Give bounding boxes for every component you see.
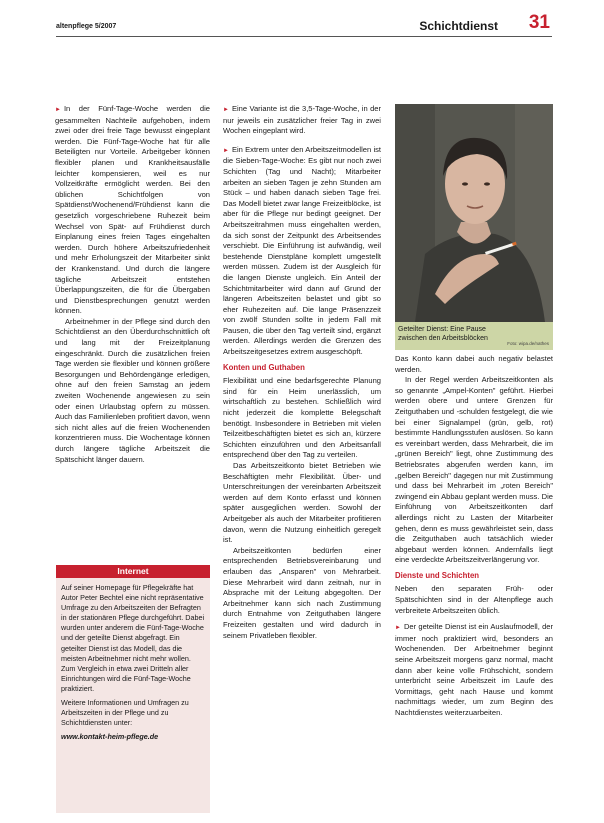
paragraph: Das Arbeitszeitkonto bietet Betrieben wie Beschäftigten mehr Flexibilität. Über- und Unterschreitungen der vereinbarten Arbeitszeit werden auf dem Konto erfasst und können später ausgeglichen werden. Sowohl der Arbeitgeber als auch der Mitarbeiter profitieren davon, wenn die Nutzung einheitlich geregelt ist.	[223, 461, 381, 545]
text-column-2	[223, 104, 381, 641]
paragraph: In der Regel werden Arbeitszeitkonten als so genannte „Ampel-Konten" geführt. Hierbei werden obere und untere Grenzen für Zeitguthaben und -schulden festgelegt, die wie bei einer Signalampel (grün, gelb, rot) bestimmte Handlungsstufen auslösen. So kann es vereinbart werden, dass Mehrarbeit, die im „grünen Bereich" liegt, ohne Zustimmung des Betriebsrates abgerufen werden kann, im „gelben Bereich" dagegen nur mit Zustimmung und dass bei Mehrarbeit im „roten Bereich" zwingend ein Abbau geplant werden muss. Die Einführung von Arbeitszeitkonten darf allerdings nicht zu Lasten der Mitarbeiter gehen, denn es muss gewährleistet sein, dass die Zeitguthaben auch tatsächlich wieder abgebaut werden können. Andernfalls liegt eine verdeckte Arbeitszeitverlängerung vor.	[395, 375, 553, 565]
arrow-bullet-icon: ►	[223, 107, 229, 113]
subheading: Dienste und Schichten	[395, 570, 480, 580]
photo-caption-box	[395, 322, 553, 350]
arrow-bullet-icon: ►	[223, 147, 229, 154]
paragraph: Neben den separaten Früh- oder Spätschichten sind in der Altenpflege auch verbreitete Arbeitszeiten üblich.	[395, 584, 553, 615]
internet-infobox	[56, 565, 210, 813]
paragraph: ► Eine Variante ist die 3,5-Tage-Woche, in der nur jeweils ein zusätzlicher freier Tag in zwei Wochen eingeplant wird.	[223, 104, 381, 136]
arrow-bullet-icon: ►	[55, 107, 61, 113]
paragraph: Arbeitszeitkonten bedürfen einer entsprechenden Betriebsvereinbarung und erlauben das „Ansparen" von Mehrarbeit. Diese Mehrarbeit wird dann zeitnah, nur in Absprache mit der Leitung abgegolten. Der Arbeitnehmer kann sich nach Zustimmung durch Entnahme von Zeitguthaben längere Freizeiten gestalten und wird dadurch in seinem Privatleben flexibler.	[223, 545, 381, 640]
infobox-link[interactable]: www.kontakt-heim-pflege.de	[61, 732, 159, 742]
infobox-paragraph: Auf seiner Homepage für Pflegekräfte hat Autor Peter Bechtel eine nicht repräsentative Umfrage zu den Arbeitszeiten der Befragten in der stationären Pflege durchgeführt. Dabei wurden unter anderem die Fünf-Tage-Woche und der geteilte Dienst abgefragt. Ein geteilter Dienst ist das Modell, das die meisten Arbeitnehmer nicht mehr wollen. Zum Vergleich in etwa zwei Dritteln aller Einrichtungen wird die Fünf-Tage-Woche praktiziert.	[61, 583, 205, 693]
section-title: Schichtdienst	[419, 19, 498, 33]
photo-caption: Geteilter Dienst: Eine Pause zwischen den Arbeitsblöcken	[398, 326, 488, 342]
paragraph: ► Der geteilte Dienst ist ein Auslaufmodell, der immer noch praktiziert wird, besonders an Wochenenden. Der Arbeitnehmer beginnt seine Arbeitszeit morgens ganz normal, macht dann aber keine volle Frühschicht, sondern unterbricht seine Arbeitszeit im Laufe des Vormittags, geht nach Hause und kommt nachmittags wieder, um zum Beginn des Nachtdienstes weiterzuarbeiten.	[395, 622, 553, 717]
arrow-bullet-icon: ►	[395, 625, 401, 632]
header-rule	[56, 36, 552, 37]
page-number: 31	[528, 12, 550, 33]
paragraph: ► In der Fünf-Tage-Woche werden die gesammelten Nachteile aufgehoben, indem zwei oder drei freie Tage bewusst eingeplant werden. Die Fünf-Tage-Woche hat für alle Beteiligten nur Vorteile. Arbeitgeber können flexibler planen und Krankheitsausfälle leichter kompensieren, weil es nur Vollzeitkräfte ermöglicht werden. Bei den üblichen Schichtfolgen von Spätdienst/Wochenend/Frühdienst kann die gesetzlich vorgeschriebene Ruhezeit beim Wechsel von Spät- auf Frühdienst durch Einplanung eines freien Tages eingehalten werden. Durch höhere Arbeitszufriedenheit und mehr Erholungszeit der Mitarbeiter sinkt der Krankenstand. Und durch die längere tägliche Arbeitszeit entstehen Überlappungszeiten, die für die Übergaben und Dienstbesprechungen genutzt werden können.	[55, 104, 210, 316]
text-column-3	[395, 354, 553, 719]
issue-label: altenpflege 5/2007	[56, 23, 117, 30]
infobox-paragraph: Weitere Informationen und Umfragen zu Arbeitszeiten in der Pflege und zu Schichtdiensten unter:	[61, 698, 189, 728]
paragraph: Arbeitnehmer in der Pflege sind durch den Schichtdienst an den Überdurchschnittlich oft und lang mit der Freizeitplanung eingeschränkt. Durch die zusätzlichen freien Tage werden sie flexibler und können größere Besorgungen und Behördengänge erledigen, ohne auf den freien Samstag an jedem zweiten Wochenende angewiesen zu sein oder einen Urlaubstag opfern zu müssen. Auch das Familienleben profitiert davon, wenn sich nicht alles auf die freien Wochenenden konzentrieren muss. Die Wochentage können durch längere tägliche Arbeitszeit die Spätschicht länger dauern.	[55, 316, 210, 464]
infobox-title: Internet	[56, 565, 210, 578]
photo-credit: Foto: wipa.de/nathes	[507, 341, 549, 346]
paragraph: ► Ein Extrem unter den Arbeitszeitmodellen ist die Sieben-Tage-Woche: Es gibt nur noch zwei Schichten (Tag und Nacht); Mitarbeiter arbeiten an sieben Tagen je zehn Stunden am Stück – und haben danach sieben Tage frei. Das Modell bietet zwar lange Freizeitblöcke, ist aber für die Pflege nur bedingt geeignet. Der Arbeitszeitrahmen muss eingehalten werden, da sich sonst der Zeitpunkt des Arbeitsendes verschiebt. Die Einführung ist aufwändig, weil bestehende Dienstpläne komplett umgestellt werden müssen. Zudem ist der Ausgleich für die langen Dienste ungleich. Ein Anteil der Schichtmitarbeiter wird dann auf Grund der längeren Arbeitszeiten belastet und gibt so eher Ruhezeiten auf. Die lange Präsenzzeit von zwölf Stunden sollte in jedem Fall mit Pausen, die über den Tag verteilt sind, ergänzt werden. Allerdings werden die Grenzen des Arbeitszeitgesetzes extrem ausgeschöpft.	[223, 144, 381, 357]
infobox-body	[61, 583, 207, 746]
paragraph: Das Konto kann dabei auch negativ belastet werden.	[395, 354, 553, 374]
subheading: Konten und Guthaben	[223, 362, 305, 372]
text-column-1	[55, 104, 210, 465]
photo	[395, 104, 553, 322]
person-smoking-image	[395, 104, 553, 322]
paragraph: Flexibilität und eine bedarfsgerechte Planung sind für ein Heim unerlässlich, um wirtschaftlich zu bestehen. Schließlich wird nicht jederzeit die komplette Belegschaft benötigt. Insbesondere in Betrieben mit vielen Teilzeitbeschäftigten bietet es sich an, kürzere Schichten einzuführen und den Arbeitsanfall entsprechend über den Tag zu verteilen.	[223, 376, 381, 460]
